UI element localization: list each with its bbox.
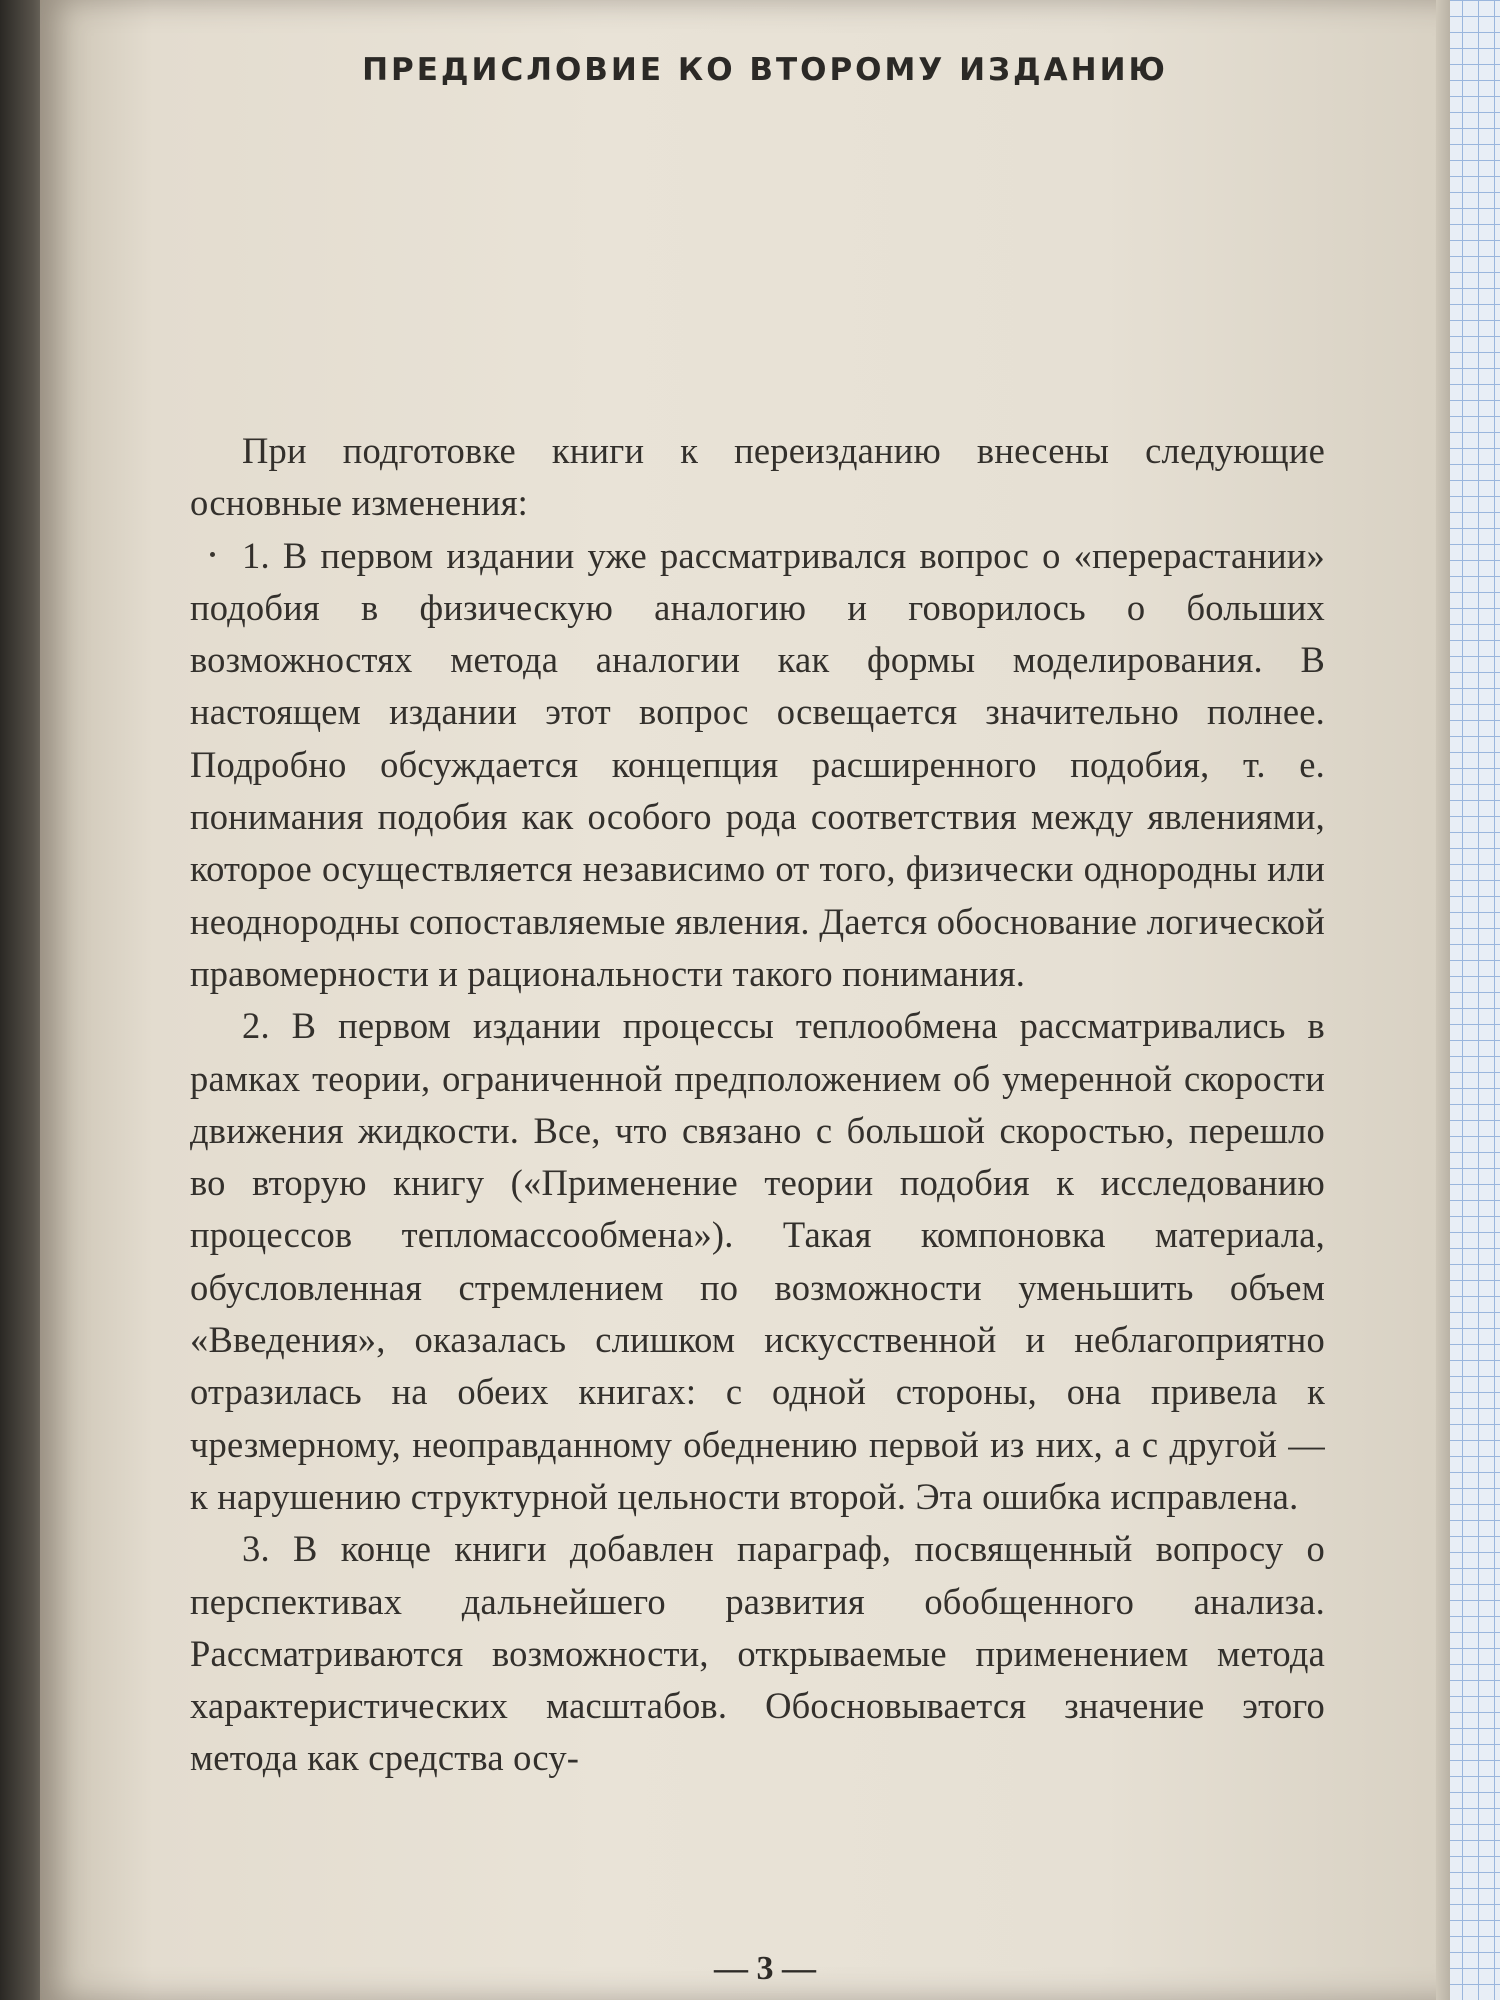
paragraph-item-3: 3. В конце книги добавлен параграф, посвященный вопросу о перспективах дальнейшего развития обобщенного анализа. Рассматриваются возможности, открываемые применением метода характеристических масштабов. Обосновывается значение этого метода как средства осу- [190, 1528, 1325, 1779]
page-number: — 3 — [714, 1950, 816, 1987]
ink-speck [210, 552, 215, 557]
paragraph-item-2: 2. В первом издании процессы теплообмена рассматривались в рамках теории, ограниченной предположением об умеренной скорости движения жидкости. Все, что связано с большой скоростью, перешло во вторую книгу («Применение теории подобия к исследованию процессов тепломассообмена»). Такая компоновка материала, обусловленная стремлением по возможности уменьшить объем «Введения», оказалась слишком искусственной и неблагоприятно отразилась на обеих книгах: с одной стороны, она привела к чрезмерному, неоправданному обеднению первой из них, а с другой — к нарушению структурной цельности второй. Эта ошибка исправлена. [190, 1005, 1325, 1517]
paragraph-item-1: 1. В первом издании уже рассматривался вопрос о «перерастании» подобия в физическую аналогию и говорилось о больших возможностях метода аналогии как формы моделирования. В настоящем издании этот вопрос освещается значительно полнее. Подробно обсуждается концепция расширенного подобия, т. е. понимания подобия как особого рода соответствия между явлениями, которое осуществляется независимо от того, физически однородны или неоднородны сопоставляемые явления. Дается обоснование логической правомерности и рациональности такого понимания. [190, 534, 1325, 994]
paragraph-intro: При подготовке книги к переизданию внесены следующие основные изменения: [190, 430, 1325, 524]
body-text [190, 425, 1325, 1785]
page-edge [1436, 0, 1450, 2000]
chapter-heading: ПРЕДИСЛОВИЕ КО ВТОРОМУ ИЗДАНИЮ [362, 52, 1168, 88]
book-page [40, 0, 1450, 2000]
